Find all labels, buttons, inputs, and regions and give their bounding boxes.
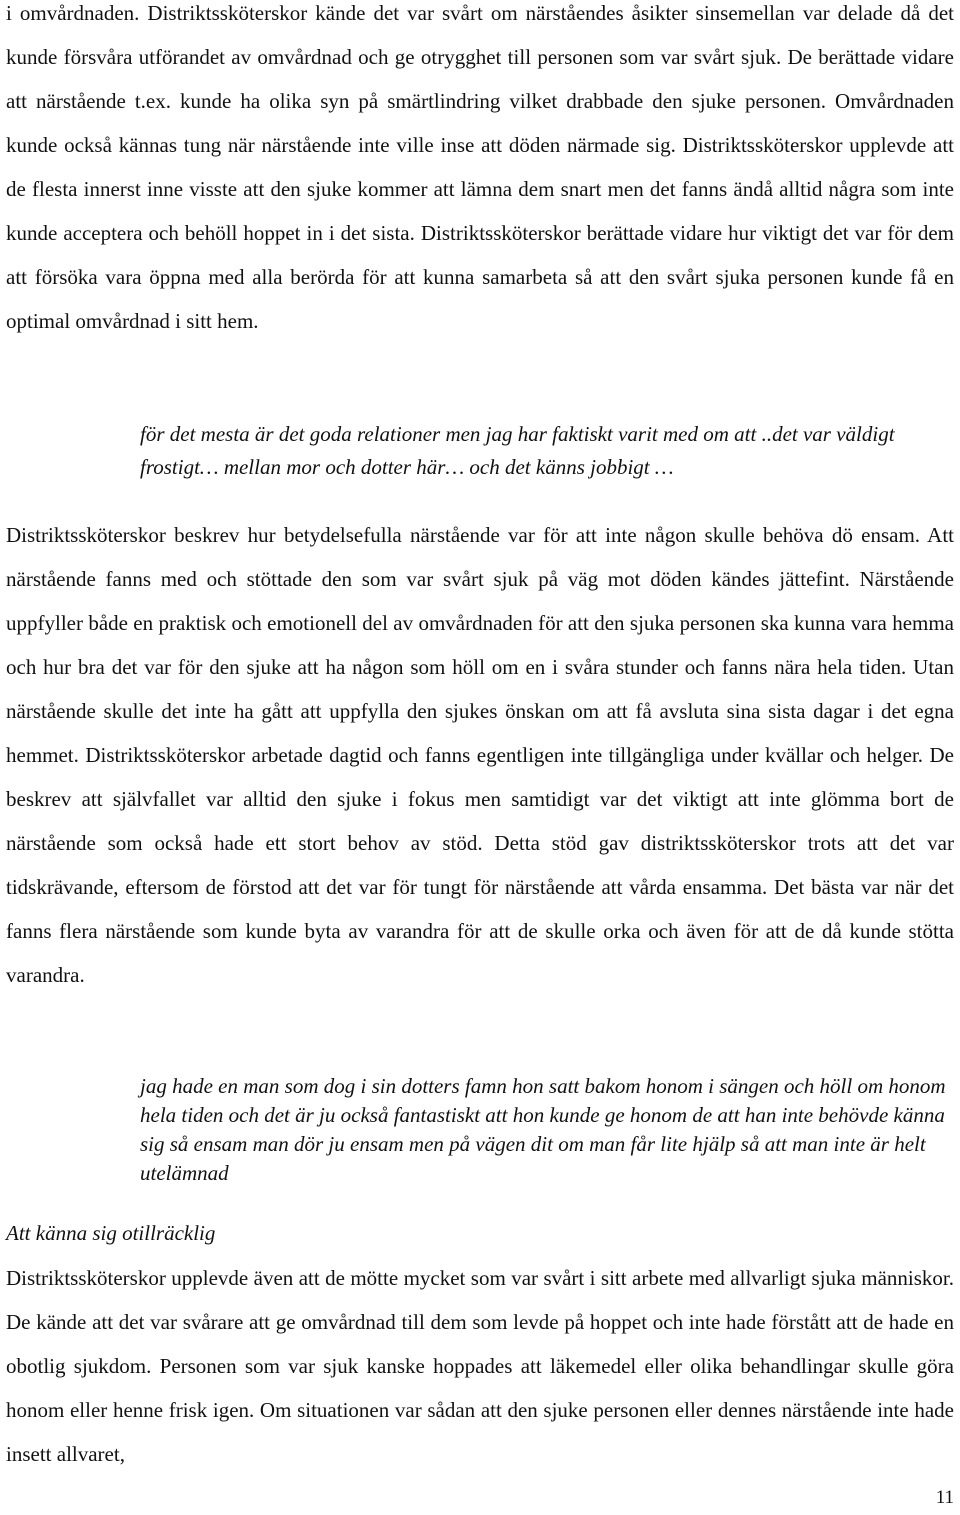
section-heading: Att känna sig otillräcklig: [6, 1221, 216, 1245]
body-paragraph-1: i omvårdnaden. Distriktssköterskor kände det var svårt om närståendes åsikter sinsemellan var delade då det kunde försvåra utförandet av omvårdnad och ge otrygghet till personen som var svårt sjuk. De berättade vidare att närstående t.ex. kunde ha olika syn på smärtlindring vilket drabbade den sjuke personen. Omvårdnaden kunde också kännas tung när närstående inte ville inse att döden närmade sig. Distriktssköterskor upplevde att de flesta innerst inne visste att den sjuke kommer att lämna dem snart men det fanns ändå alltid några som inte kunde acceptera och behöll hoppet in i det sista. Distriktssköterskor berättade vidare hur viktigt det var för dem att försöka vara öppna med alla berörda för att kunna samarbeta så att den svårt sjuka personen kunde få en optimal omvårdnad i sitt hem.: [6, 1, 954, 333]
page-number: 11: [935, 1487, 954, 1508]
interview-quote-2: jag hade en man som dog i sin dotters famn hon satt bakom honom i sängen och höll om honom hela tiden och det är ju också fantastiskt att hon kunde ge honom de att han inte behövde känna sig så ensam man dör ju ensam men på vägen dit om man får lite hjälp så att man inte är helt utelämnad: [140, 1074, 946, 1185]
interview-quote-1: för det mesta är det goda relationer men jag har faktiskt varit med om att ..det var väldigt frostigt… mellan mor och dotter här… och det känns jobbigt …: [140, 422, 895, 479]
body-paragraph-3: Distriktssköterskor upplevde även att de mötte mycket som var svårt i sitt arbete med allvarligt sjuka människor. De kände att det var svårare att ge omvårdnad till dem som levde på hoppet och inte hade förstått att de hade en obotlig sjukdom. Personen som var sjuk kanske hoppades att läkemedel eller olika behandlingar skulle göra honom eller henne frisk igen. Om situationen var sådan att den sjuke personen eller dennes närstående inte hade insett allvaret,: [6, 1266, 954, 1466]
body-paragraph-2: Distriktssköterskor beskrev hur betydelsefulla närstående var för att inte någon skulle behöva dö ensam. Att närstående fanns med och stöttade den som var svårt sjuk på väg mot döden kändes jättefint. Närstående uppfyller både en praktisk och emotionell del av omvårdnaden för att den sjuka personen ska kunna vara hemma och hur bra det var för den sjuke att ha någon som höll om en i svåra stunder och fanns nära hela tiden. Utan närstående skulle det inte ha gått att uppfylla den sjukes önskan om att få avsluta sina sista dagar i det egna hemmet. Distriktssköterskor arbetade dagtid och fanns egentligen inte tillgängliga under kvällar och helger. De beskrev att självfallet var alltid den sjuke i fokus men samtidigt var det viktigt att inte glömma bort de närstående som också hade ett stort behov av stöd. Detta stöd gav distriktssköterskor trots att det var tidskrävande, eftersom de förstod att det var för tungt för närstående att vårda ensamma. Det bästa var när det fanns flera närstående som kunde byta av varandra för att de skulle orka och även för att de då kunde stötta varandra.: [6, 523, 954, 987]
